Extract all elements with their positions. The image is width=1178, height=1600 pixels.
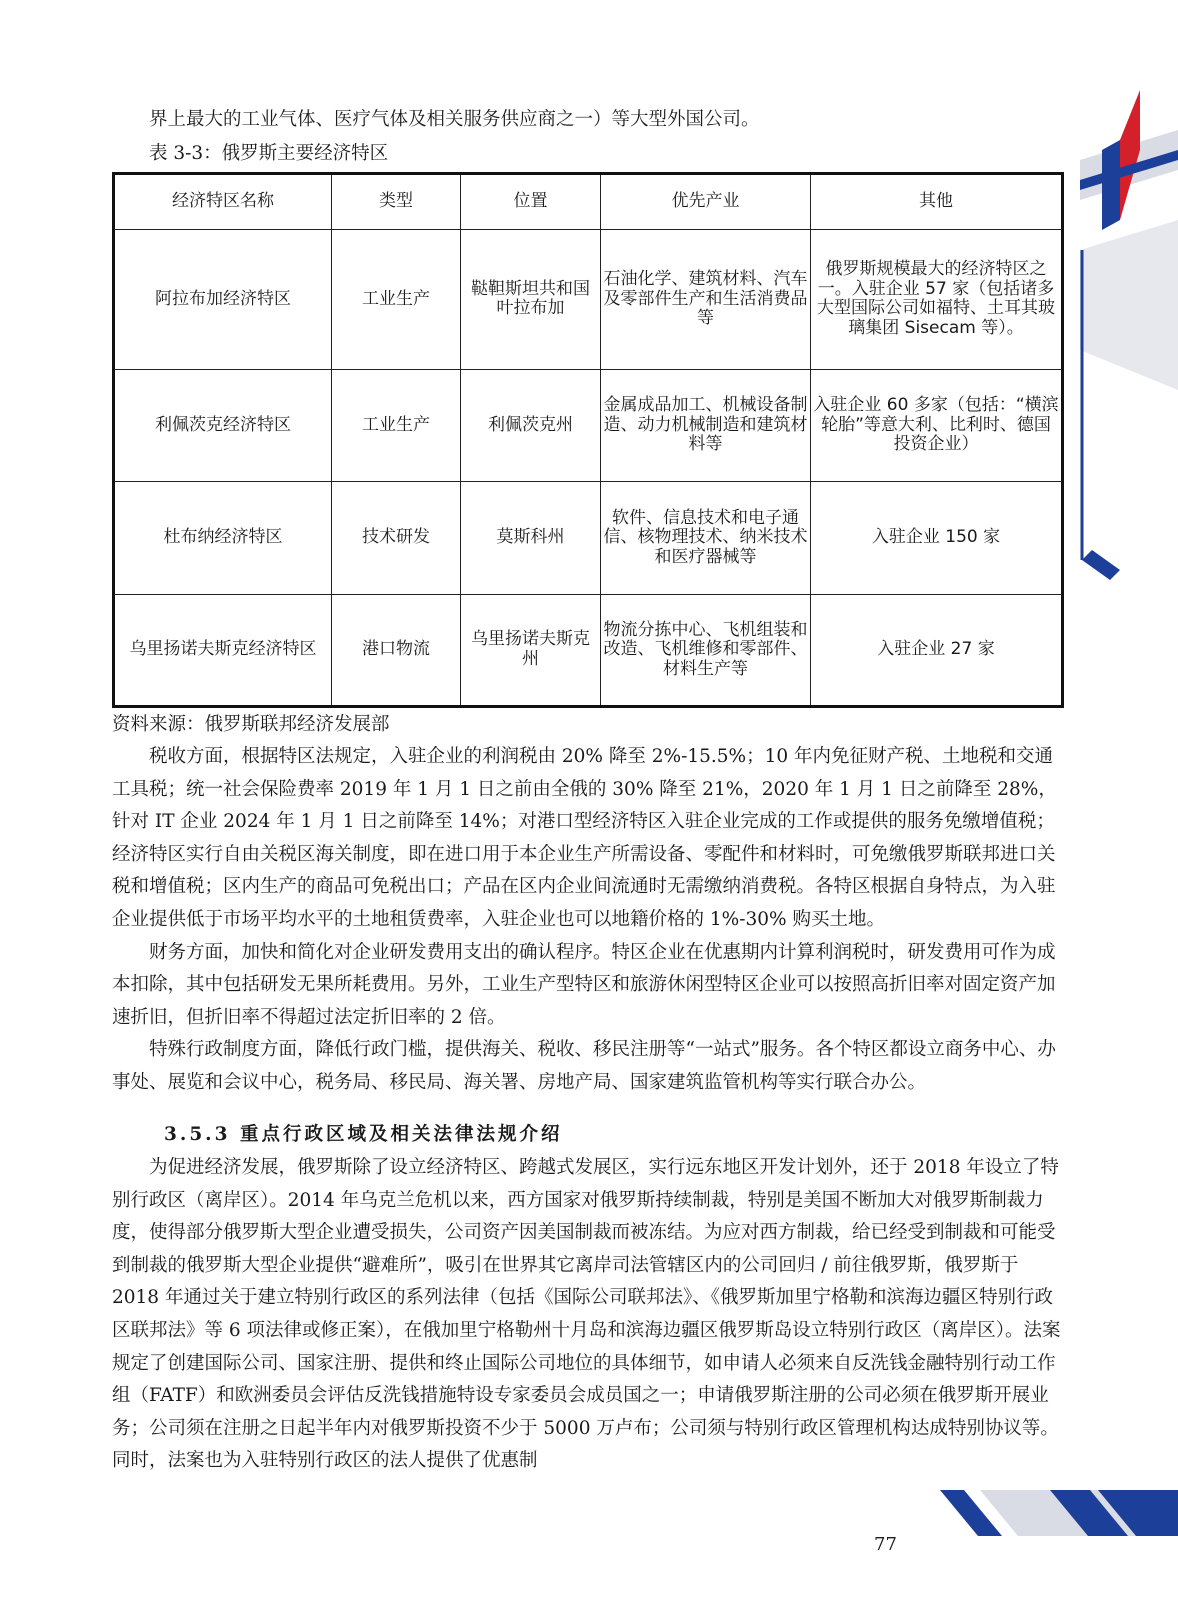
zone-location-cell: 莫斯科州 (461, 482, 601, 594)
continued-text-line: 界上最大的工业气体、医疗气体及相关服务供应商之一）等大型外国公司。 (149, 109, 760, 130)
table-header-row (114, 174, 1063, 230)
zone-industries-cell: 金属成品加工、机械设备制造、动力机械制造和建筑材料等 (601, 369, 811, 481)
body-text-block (112, 741, 1064, 1100)
zone-industries-cell: 软件、信息技术和电子通信、核物理技术、纳米技术和医疗器械等 (601, 482, 811, 594)
corner-stripes-decoration (940, 1490, 1178, 1536)
zone-type-cell: 工业生产 (332, 369, 461, 481)
zone-name-cell: 杜布纳经济特区 (114, 482, 332, 594)
table-row (114, 369, 1063, 481)
header-cell-location: 位置 (461, 174, 601, 230)
zone-other-cell: 入驻企业 60 多家（包括：“横滨轮胎”等意大利、比利时、德国投资企业） (811, 369, 1063, 481)
zone-industries-cell: 石油化学、建筑材料、汽车及零部件生产和生活消费品等 (601, 230, 811, 370)
source-note: 资料来源：俄罗斯联邦经济发展部 (112, 714, 390, 735)
zone-location-cell: 乌里扬诺夫斯克州 (461, 594, 601, 706)
zone-name-cell: 乌里扬诺夫斯克经济特区 (114, 594, 332, 706)
page-number: 77 (874, 1534, 897, 1555)
table-row (114, 230, 1063, 370)
header-cell-type: 类型 (332, 174, 461, 230)
zone-industries-cell: 物流分拣中心、飞机组装和改造、飞机维修和零部件、材料生产等 (601, 594, 811, 706)
admin-paragraph: 特殊行政制度方面，降低行政门槛，提供海关、税收、移民注册等“一站式”服务。各个特区都设立商务中心、办事处、展览和会议中心，税务局、移民局、海关署、房地产局、国家建筑监管机构等实行联合办公。 (112, 1039, 1056, 1093)
economic-zones-table (112, 172, 1064, 708)
zone-name-cell: 利佩茨克经济特区 (114, 369, 332, 481)
zone-name-cell: 阿拉布加经济特区 (114, 230, 332, 370)
table-row (114, 594, 1063, 706)
table-caption: 表 3-3：俄罗斯主要经济特区 (149, 143, 389, 164)
special-zone-paragraph: 为促进经济发展，俄罗斯除了设立经济特区、跨越式发展区，实行远东地区开发计划外，还于 2018 年设立了特别行政区（离岸区）。2014 年乌克兰危机以来，西方国家对俄罗斯持续制裁，特别是美国不断加大对俄罗斯制裁力度，使得部分俄罗斯大型企业遭受损失，公司资产因美国制裁而被冻结。为应对西方制裁，给已经受到制裁和可能受到制裁的俄罗斯大型企业提供“避难所”，吸引在世界其它离岸司法管辖区内的公司回归 / 前往俄罗斯，俄罗斯于 2018 年通过关于建立特别行政区的系列法律（包括《国际公司联邦法》、《俄罗斯加里宁格勒和滨海边疆区特别行政区联邦法》等 6 项法律或修正案），在俄加里宁格勒州十月岛和滨海边疆区俄罗斯岛设立特别行政区（离岸区）。法案规定了创建国际公司、国家注册、提供和终止国际公司地位的具体细节，如申请人必须来自反洗钱金融特别行动工作组（FATF）和欧洲委员会评估反洗钱措施特设专家委员会成员国之一；申请俄罗斯注册的公司必须在俄罗斯开展业务；公司须在注册之日起半年内对俄罗斯投资不少于 5000 万卢布；公司须与特别行政区管理机构达成特别协议等。同时，法案也为入驻特别行政区的法人提供了优惠制 (112, 1157, 1061, 1472)
zone-location-cell: 鞑靼斯坦共和国叶拉布加 (461, 230, 601, 370)
flag-ribbon-decoration (1080, 90, 1178, 590)
section-heading: 3.5.3 重点行政区域及相关法律法规介绍 (164, 1124, 563, 1145)
section-body-block (112, 1152, 1064, 1478)
zone-type-cell: 工业生产 (332, 230, 461, 370)
header-cell-other: 其他 (811, 174, 1063, 230)
header-cell-industries: 优先产业 (601, 174, 811, 230)
zone-location-cell: 利佩茨克州 (461, 369, 601, 481)
header-cell-name: 经济特区名称 (114, 174, 332, 230)
finance-paragraph: 财务方面，加快和简化对企业研发费用支出的确认程序。特区企业在优惠期内计算利润税时，研发费用可作为成本扣除，其中包括研发无果所耗费用。另外，工业生产型特区和旅游休闲型特区企业可以按照高折旧率对固定资产加速折旧，但折旧率不得超过法定折旧率的 2 倍。 (112, 941, 1056, 1028)
zone-type-cell: 港口物流 (332, 594, 461, 706)
zone-other-cell: 俄罗斯规模最大的经济特区之一。入驻企业 57 家（包括诸多大型国际公司如福特、土耳其玻璃集团 Sisecam 等）。 (811, 230, 1063, 370)
zone-type-cell: 技术研发 (332, 482, 461, 594)
tax-paragraph: 税收方面，根据特区法规定，入驻企业的利润税由 20% 降至 2%-15.5%；10 年内免征财产税、土地税和交通工具税；统一社会保险费率 2019 年 1 月 1 日之前由全俄的 30% 降至 21%，2020 年 1 月 1 日之前降至 28%，针对 IT 企业 2024 年 1 月 1 日之前降至 14%；对港口型经济特区入驻企业完成的工作或提供的服务免缴增值税；经济特区实行自由关税区海关制度，即在进口用于本企业生产所需设备、零配件和材料时，可免缴俄罗斯联邦进口关税和增值税；区内生产的商品可免税出口；产品在区内企业间流通时无需缴纳消费税。各特区根据自身特点，为入驻企业提供低于市场平均水平的土地租赁费率，入驻企业也可以地籍价格的 1%-30% 购买土地。 (112, 746, 1057, 930)
table-row (114, 482, 1063, 594)
zone-other-cell: 入驻企业 150 家 (811, 482, 1063, 594)
zone-other-cell: 入驻企业 27 家 (811, 594, 1063, 706)
